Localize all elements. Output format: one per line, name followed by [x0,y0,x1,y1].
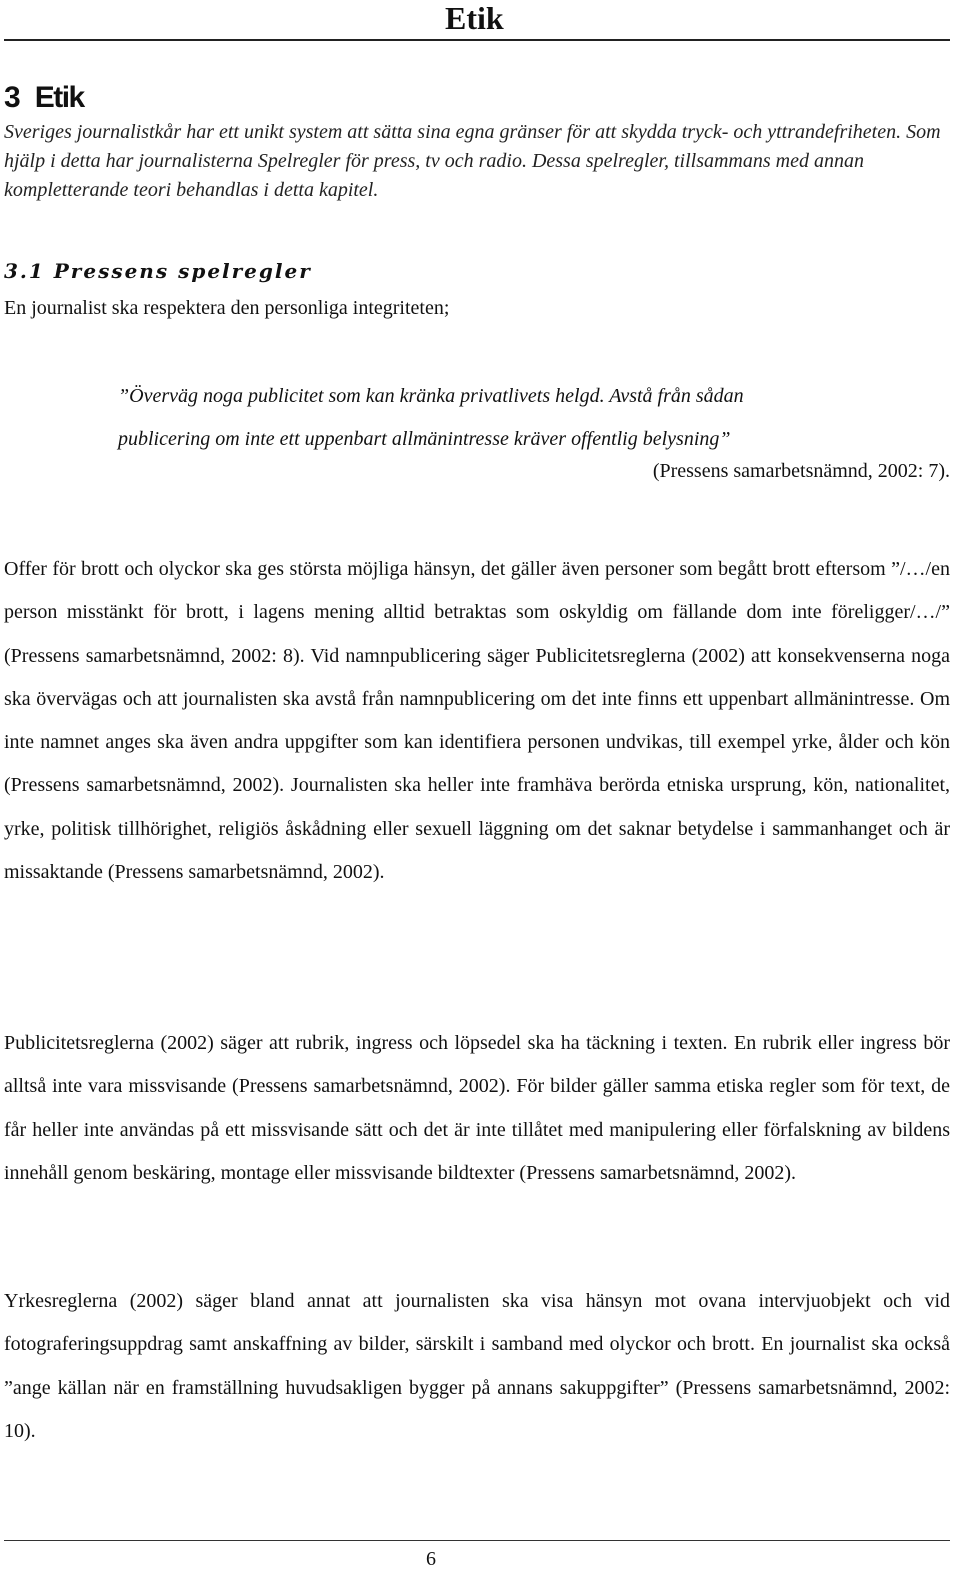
block-quote-line-1: ”Överväg noga publicitet som kan kränka privatlivets helgd. Avstå från sådan [118,385,744,407]
body-paragraph-1: Offer för brott och olyckor ska ges största möjliga hänsyn, det gäller även personer som begått brott eftersom ”/…/en person misstänkt för brott, i lagens mening alltid betraktas som oskyldig om fällande dom inte föreligger/…/” (Pressens samarbetsnämnd, 2002: 8). Vid namnpublicering säger Publicitetsreglerna (2002) att konsekvenserna noga ska övervägas och att journalisten ska avstå från namnpublicering om det inte finns ett uppenbart allmänintresse. Om inte namnet anges ska även andra uppgifter som kan identifiera personen undvikas, till exempel yrke, ålder och kön (Pressens samarbetsnämnd, 2002). Journalisten ska heller inte framhäva berörda etniska ursprung, kön, nationalitet, yrke, politisk tillhörighet, religiös åskådning eller sexuell läggning om det saknar betydelse i sammanhanget och är missaktande (Pressens samarbetsnämnd, 2002). [4,558,950,884]
running-header-title: Etik [445,0,504,36]
chapter-heading [4,80,84,116]
body-paragraph-2: Publicitetsreglerna (2002) säger att rubrik, ingress och löpsedel ska ha täckning i texten. En rubrik eller ingress bör alltså inte vara missvisande (Pressens samarbetsnämnd, 2002). För bilder gäller samma etiska regler som för text, de får heller inte användas på ett missvisande sätt och det är inte tillåtet med manipulering eller förfalskning av bildens innehåll genom beskäring, montage eller missvisande bildtexter (Pressens samarbetsnämnd, 2002). [4,1032,950,1184]
chapter-title: Etik [34,81,84,114]
chapter-number: 3 [4,81,21,114]
block-quote-line-2: publicering om inte ett uppenbart allmänintresse kräver offentlig belysning” [118,428,731,450]
lead-sentence: En journalist ska respektera den personliga integriteten; [4,297,450,319]
section-heading [4,256,312,286]
section-title: Pressens spelregler [53,259,312,283]
header-divider [4,39,950,41]
page-number: 6 [426,1548,436,1570]
body-paragraph-3: Yrkesreglerna (2002) säger bland annat att journalisten ska visa hänsyn mot ovana intervjuobjekt och vid fotograferingsuppdrag samt anskaffning av bilder, särskilt i samband med olyckor och brott. En journalist ska också ”ange källan när en framställning huvudsakligen bygger på annans sakuppgifter” (Pressens samarbetsnämnd, 2002: 10). [4,1290,950,1442]
quote-citation: (Pressens samarbetsnämnd, 2002: 7). [652,460,950,482]
section-number: 3.1 [4,259,45,283]
footer-divider [4,1540,950,1541]
chapter-intro: Sveriges journalistkår har ett unikt system att sätta sina egna gränser för att skydda tryck- och yttrandefriheten. Som hjälp i detta har journalisterna Spelregler för press, tv och radio. Dessa spelregler, tillsammans med annan kompletterande teori behandlas i detta kapitel. [4,121,941,201]
